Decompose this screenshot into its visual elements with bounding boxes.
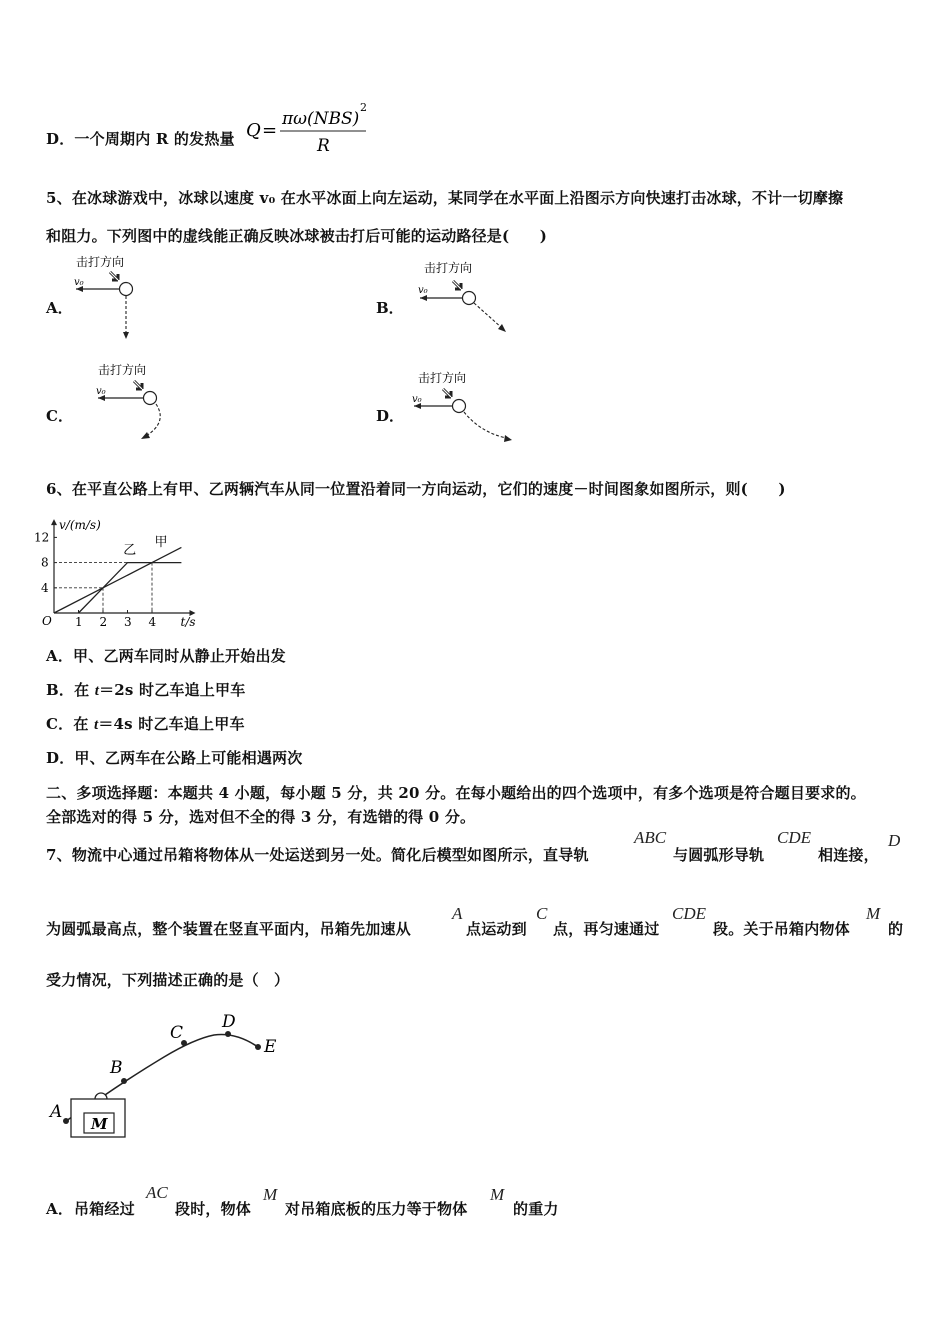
q5-option-b-label: B． xyxy=(376,299,404,317)
path-arrowhead xyxy=(123,332,129,339)
y-tick-label: 4 xyxy=(41,580,49,595)
path-arrowhead xyxy=(141,432,150,439)
q6-option-b-pre: 在 xyxy=(74,681,95,699)
q7-option-a-var-m2: M xyxy=(490,1185,505,1204)
q7-line1-b: 与圆弧形导轨 xyxy=(673,846,765,864)
path-arrowhead xyxy=(498,324,506,332)
hit-direction-caption: 击打方向 xyxy=(98,363,147,377)
section2-heading-line2: 全部选对的得 5 分，选对但不全的得 3 分，有选错的得 0 分。 xyxy=(46,808,476,826)
q4-option-d xyxy=(46,128,235,149)
q6-option-d-label: D． xyxy=(46,749,75,767)
chart-series xyxy=(54,547,181,613)
q7-line2-d: 段。关于吊箱内物体 xyxy=(713,920,850,938)
q6-option-a-label: A． xyxy=(46,647,74,665)
q6-vt-chart xyxy=(34,505,220,630)
v0-label: v₀ xyxy=(96,386,106,397)
q5-option-d-figure xyxy=(406,368,526,458)
formula-eq: = xyxy=(262,120,278,141)
point-b-label: B xyxy=(110,1058,123,1078)
q6-option-b-post: ＝2s 时乙车追上甲车 xyxy=(99,681,246,699)
v0-label: v₀ xyxy=(74,277,84,288)
q7-option-a-part4: 的重力 xyxy=(513,1200,559,1218)
q7-line1-c: 相连接， xyxy=(818,846,879,864)
y-axis-label: v/(m/s) xyxy=(59,518,101,533)
q6-option-a-text: 甲、乙两车同时从静止开始出发 xyxy=(73,647,286,665)
q6-option-d-text: 甲、乙两车在公路上可能相遇两次 xyxy=(74,749,303,767)
path-dashed xyxy=(464,412,506,438)
path-arrowhead xyxy=(504,435,512,442)
rail-point-a xyxy=(63,1118,69,1124)
q6-option-d xyxy=(46,747,302,768)
q7-option-a-part2: 段时，物体 xyxy=(175,1200,252,1218)
q7-rail-diagram xyxy=(44,1005,304,1155)
q7-var-cde: CDE xyxy=(777,828,811,847)
y-tick-label: 8 xyxy=(41,555,49,570)
q7-line2-a: 为圆弧最高点，整个装置在竖直平面内，吊箱先加速从 xyxy=(46,920,411,938)
q7-line2-e: 的 xyxy=(888,920,904,938)
path-dashed xyxy=(474,303,502,328)
puck-circle xyxy=(144,392,157,405)
q4-option-d-label: D． xyxy=(46,130,75,148)
hit-direction-caption: 击打方向 xyxy=(76,255,125,269)
hit-direction-caption: 击打方向 xyxy=(418,371,467,385)
q7-line3: 受力情况，下列描述正确的是（ ） xyxy=(46,971,290,989)
q6-option-b-label: B． xyxy=(46,681,75,699)
q5-option-a-figure xyxy=(66,252,186,342)
q5-stem-line2: 和阻力。下列图中的虚线能正确反映冰球被击打后可能的运动路径是( ) xyxy=(46,227,547,245)
q5-option-c-label: C． xyxy=(46,407,73,425)
path-dashed xyxy=(146,404,160,436)
rail-point-b xyxy=(121,1078,127,1084)
q6-option-a xyxy=(46,645,286,666)
x-axis-label: t/s xyxy=(180,615,196,629)
formula-exponent: 2 xyxy=(360,101,367,114)
q6-option-b-var: t xyxy=(94,683,100,699)
q7-var-m: M xyxy=(866,904,881,923)
puck-circle xyxy=(463,292,476,305)
x-tick-label: 4 xyxy=(148,615,157,629)
q5-stem-line1: 5、在冰球游戏中，冰球以速度 v₀ 在水平冰面上向左运动，某同学在水平面上沿图示方向快速打击冰球，不计一切摩擦 xyxy=(46,189,844,207)
series-line-jia xyxy=(54,547,181,613)
object-m-label: M xyxy=(91,1115,108,1133)
q5-option-b-figure xyxy=(410,258,530,348)
q4-heat-formula xyxy=(244,102,384,162)
q7-option-a-part3: 对吊箱底板的压力等于物体 xyxy=(285,1200,468,1218)
puck-circle xyxy=(453,400,466,413)
formula-denominator: R xyxy=(317,136,330,156)
series-line-yi xyxy=(79,563,182,613)
x-tick-label: 2 xyxy=(99,615,108,629)
q4-option-d-text: 一个周期内 R 的发热量 xyxy=(74,130,235,148)
v0-label: v₀ xyxy=(418,285,428,296)
origin-label: O xyxy=(42,614,52,628)
q7-option-a-label: A． xyxy=(46,1200,74,1218)
q6-option-b xyxy=(46,679,245,700)
q6-option-c xyxy=(46,713,245,734)
formula-numerator: πω(NBS) xyxy=(282,109,360,129)
q7-var-abc: ABC xyxy=(634,828,667,847)
q7-var-d: D xyxy=(888,831,901,850)
point-d-label: D xyxy=(222,1012,236,1032)
section2-heading-line1: 二、多项选择题：本题共 4 小题，每小题 5 分，共 20 分。在每小题给出的四个选项中，有多个选项是符合题目要求的。 xyxy=(46,784,866,802)
q7-line1-a: 7、物流中心通过吊箱将物体从一处运送到另一处。简化后模型如图所示，直导轨 xyxy=(46,846,589,864)
series-label-jia: 甲 xyxy=(154,535,168,551)
q7-option-a-var-m1: M xyxy=(263,1185,278,1204)
v0-label: v₀ xyxy=(412,394,422,405)
q6-option-c-pre: 在 xyxy=(73,715,94,733)
formula-q: Q xyxy=(246,120,261,141)
point-a-label: A xyxy=(50,1102,63,1122)
puck-circle xyxy=(120,283,133,296)
y-axis-arrowhead xyxy=(51,519,57,525)
q6-stem: 6、在平直公路上有甲、乙两辆汽车从同一位置沿着同一方向运动，它们的速度－时间图象如图所示，则( ) xyxy=(46,480,786,498)
q5-option-a-label: A． xyxy=(46,299,73,317)
point-c-label: C xyxy=(170,1023,184,1043)
q5-option-d-label: D． xyxy=(376,407,405,425)
y-tick-label: 12 xyxy=(34,530,50,545)
point-e-label: E xyxy=(264,1037,277,1057)
q5-option-c-figure xyxy=(88,360,208,450)
q6-option-c-var: t xyxy=(93,717,99,733)
rail-point-e xyxy=(255,1044,261,1050)
hit-direction-caption: 击打方向 xyxy=(424,261,473,275)
q7-line2-c: 点，再匀速通过 xyxy=(553,920,660,938)
q6-option-c-post: ＝4s 时乙车追上甲车 xyxy=(98,715,245,733)
series-label-yi: 乙 xyxy=(123,542,137,558)
q7-option-a-var-ac: AC xyxy=(146,1183,168,1202)
q7-line2-b: 点运动到 xyxy=(466,920,527,938)
q7-var-cde-2: CDE xyxy=(672,904,706,923)
q7-option-a-part1: 吊箱经过 xyxy=(74,1200,135,1218)
x-tick-label: 1 xyxy=(75,615,83,629)
x-tick-label: 3 xyxy=(124,615,132,629)
q7-var-c: C xyxy=(536,904,548,923)
q7-var-a: A xyxy=(452,904,463,923)
q6-option-c-label: C． xyxy=(46,715,74,733)
chart-labels xyxy=(34,518,196,629)
